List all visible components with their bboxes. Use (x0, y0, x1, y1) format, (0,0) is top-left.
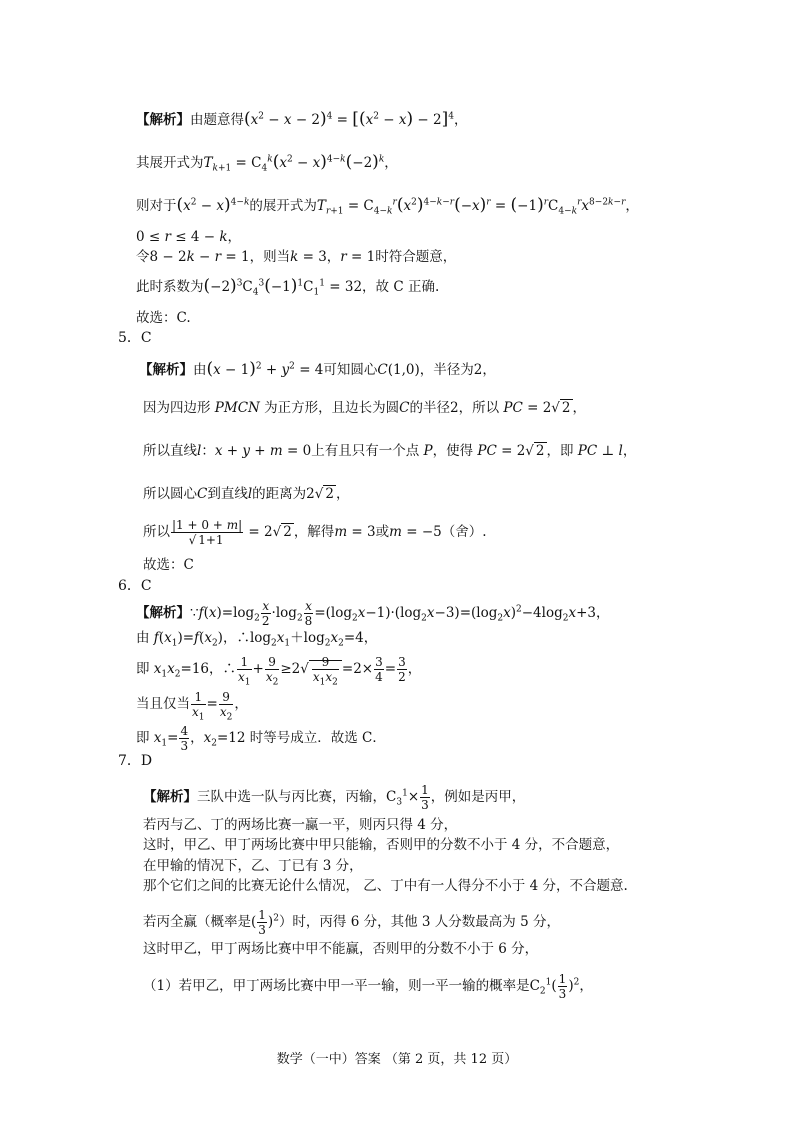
q6-line-3: 即 $x_1x_2=16$，∴ $\frac{1}{x_1}$ + $\frac{9}{x_2}$ ≥2√ $\frac{9}{x_1x_2}$ =2× $\frac{3}{4}$ = $\frac{3}{2}$ ， (136, 655, 422, 688)
q4-line-2: 其展开式为$T_{k+1} = C_4^k(x^2 - x)^{4-k}(-2)^k$， (136, 152, 398, 174)
page-footer: 数学（一中）答案 （第 2 页，共 12 页） (276, 1052, 518, 1067)
q7-line-7: 这时甲乙，甲丁两场比赛中甲不能赢，否则甲的分数不小于 6 分， (143, 941, 539, 957)
q7-line-4: 在甲输的情况下，乙、丁已有 3 分， (143, 858, 363, 874)
q5-line-2: 因为四边形 PMCN 为正方形，且边长为圆C的半径2，所以 PC = 2√ 2 ， (143, 400, 586, 416)
q5-line-6: 故选：C (143, 557, 194, 573)
q7-line-8: （1）若甲乙，甲丁两场比赛中甲一平一输，则一平一输的概率是$C_2^1$( $\frac{1}{3}$ )$^2$， (143, 972, 593, 1001)
q7-line-6: 若丙全赢（概率是( $\frac{1}{3}$ )$^2$）时，丙得 6 分，其他 3 人分数最高为 5 分， (143, 908, 560, 937)
q7-line-5: 那个它们之间的比赛无论什么情况， 乙、丁中有一人得分不小于 4 分，不合题意. (143, 878, 628, 894)
q4-line-1: 【解析】由题意得$(x^2 - x - 2)^4 = [(x^2 - x) - 2]^4$， (136, 109, 468, 129)
q4-line-7: 故选：C. (136, 310, 191, 326)
q5-line-4: 所以圆心C到直线l的距离为2√ 2 ， (143, 486, 350, 502)
q4-line-5: 令8 − 2k − r = 1，则当k = 3，r = 1时符合题意， (136, 249, 457, 265)
q4-line-6: 此时系数为$(-2)^3C_4^3(-1)^1C_1^1 = 32$，故 C 正确. (136, 276, 440, 298)
q6-line-4: 当且仅当 $\frac{1}{x_1}$ = $\frac{9}{x_2}$ ， (136, 690, 248, 723)
q5-line-5: 所以 $\frac{|1 + 0 + m|}{√ 1+1}$ = 2√ 2 ，解得m = 3或m = −5（舍）. (143, 518, 487, 547)
q4-line-3: 则对于$(x^2 - x)^{4-k}$的展开式为$T_{r+1} = C_{4-k}^r(x^2)^{4-k-r}(-x)^r = (-1)^rC_{4-k}^rx^{8-2k-r}$， (136, 195, 639, 217)
q7-line-3: 这时，甲乙、甲丁两场比赛中甲只能输，否则甲的分数不小于 4 分，不合题意， (143, 837, 620, 853)
q6-line-5: 即 $x_1=$ $\frac{4}{3}$ ，$x_2=12$ 时等号成立．故选 C． (136, 724, 386, 753)
q7-line-2: 若丙与乙、丁的两场比赛一赢一平，则丙只得 4 分， (143, 817, 458, 833)
q6-answer: 6．C (118, 578, 152, 594)
q5-line-1: 【解析】由$(x - 1)^2 + y^2 = 4$可知圆心C(1,0)，半径为2， (139, 359, 496, 379)
q7-line-1: 【解析】三队中选一队与丙比赛，丙输，$C_3^1\times$ $\frac{1}{3}$ ，例如是丙甲， (143, 783, 526, 812)
q6-line-2: 由 $f(x_1)=f(x_2)$，$\therefore\log_2x_1+\log_2x_2=4$， (136, 630, 378, 649)
q7-answer: 7．D (118, 753, 153, 769)
q4-line-4: 0 ≤ r ≤ 4 − k， (136, 229, 242, 245)
q5-answer: 5．C (118, 330, 152, 346)
q6-line-1: 【解析】$\because f(x)=\log_2$ $\frac{x}{2}$ $\cdot\log_2$ $\frac{x}{8}$ $=(\log_2x-1)\cdot(\log_2x-3)=(\log_2x)^2-4\log_2x+3$， (136, 599, 610, 628)
q5-line-3: 所以直线l：x + y + m = 0上有且只有一个点 P，使得 PC = 2√ 2 ，即 PC ⊥ l， (143, 443, 637, 459)
